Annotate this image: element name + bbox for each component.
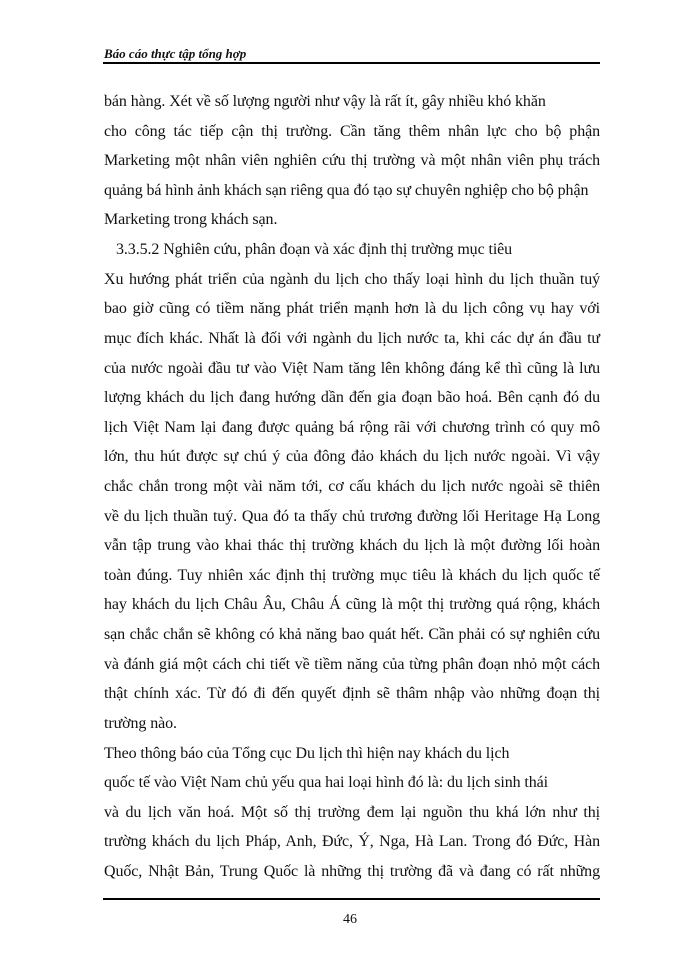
text-line: cho công tác tiếp cận thị trường. Cần tăng thêm nhân lực cho bộ phận [104, 123, 600, 140]
text-line: quảng bá hình ảnh khách sạn riêng qua đó tạo sự chuyên nghiệp cho bộ phận [104, 182, 589, 199]
text-line: mục đích khác. Nhất là đối với ngành du lịch nước ta, khi các dự án đầu tư [104, 330, 600, 347]
text-line: lượng khách du lịch đang hướng dần đến gia đoạn bão hoá. Bên cạnh đó du [104, 389, 600, 406]
text-line: và du lịch văn hoá. Một số thị trường đem lại nguồn thu khá lớn như thị [104, 804, 600, 821]
text-line: Marketing một nhân viên nghiên cứu thị trường và một nhân viên phụ trách [104, 152, 600, 169]
header-title: Báo cáo thực tập tổng hợp [104, 46, 247, 61]
text-line: về du lịch thuần tuý. Qua đó ta thấy chủ trương đường lối Heritage Hạ Long [104, 508, 600, 525]
text-line: vẫn tập trung vào khai thác thị trường khách du lịch là một đường lối hoàn [104, 537, 600, 554]
text-line: toàn đúng. Tuy nhiên xác định thị trường mục tiêu là khách du lịch quốc tế [104, 567, 600, 584]
text-line: sạn chắc chắn sẽ không có khả năng bao quát hết. Cần phải có sự nghiên cứu [104, 626, 600, 643]
text-line: Quốc, Nhật Bản, Trung Quốc là những thị trường đã và đang có rất những [104, 863, 600, 880]
header-rule [103, 62, 600, 64]
text-line: lớn, thu hút được sự chú ý của đông đảo khách du lịch nước ngoài. Vì vậy [104, 448, 600, 465]
text-line: của nước ngoài đầu tư vào Việt Nam tăng lên không đáng kể thì cũng là lưu [104, 360, 600, 377]
text-line: Marketing trong khách sạn. [104, 211, 278, 228]
text-line: Xu hướng phát triển của ngành du lịch cho thấy loại hình du lịch thuần tuý [104, 271, 600, 288]
text-line: bao giờ cũng có tiềm năng phát triển mạnh hơn là du lịch công vụ hay với [104, 300, 600, 317]
footer-rule [103, 898, 600, 900]
text-line: Theo thông báo của Tổng cục Du lịch thì hiện nay khách du lịch [104, 745, 510, 762]
text-line: và đánh giá một cách chi tiết về tiềm năng của từng phân đoạn nhỏ một cách [104, 656, 600, 673]
text-line: chắc chắn trong một vài năm tới, cơ cấu khách du lịch nước ngoài sẽ thiên [104, 478, 600, 495]
text-line: lịch Việt Nam lại đang được quảng bá rộng rãi với chương trình có quy mô [104, 419, 600, 436]
text-line: thật chính xác. Từ đó đi đến quyết định sẽ thâm nhập vào những đoạn thị [104, 685, 600, 702]
text-line: bán hàng. Xét về số lượng người như vậy là rất ít, gây nhiều khó khăn [104, 93, 546, 110]
text-line: hay khách du lịch Châu Âu, Châu Á cũng là một thị trường quá rộng, khách [104, 596, 600, 613]
text-line: trường nào. [104, 715, 177, 732]
section-heading: 3.3.5.2 Nghiên cứu, phân đoạn và xác định thị trường mục tiêu [116, 241, 513, 258]
text-line: trường khách du lịch Pháp, Anh, Đức, Ý, Nga, Hà Lan. Trong đó Đức, Hàn [104, 833, 600, 850]
text-line: quốc tế vào Việt Nam chủ yếu qua hai loại hình đó là: du lịch sinh thái [104, 774, 548, 791]
page-number: 46 [343, 912, 357, 927]
